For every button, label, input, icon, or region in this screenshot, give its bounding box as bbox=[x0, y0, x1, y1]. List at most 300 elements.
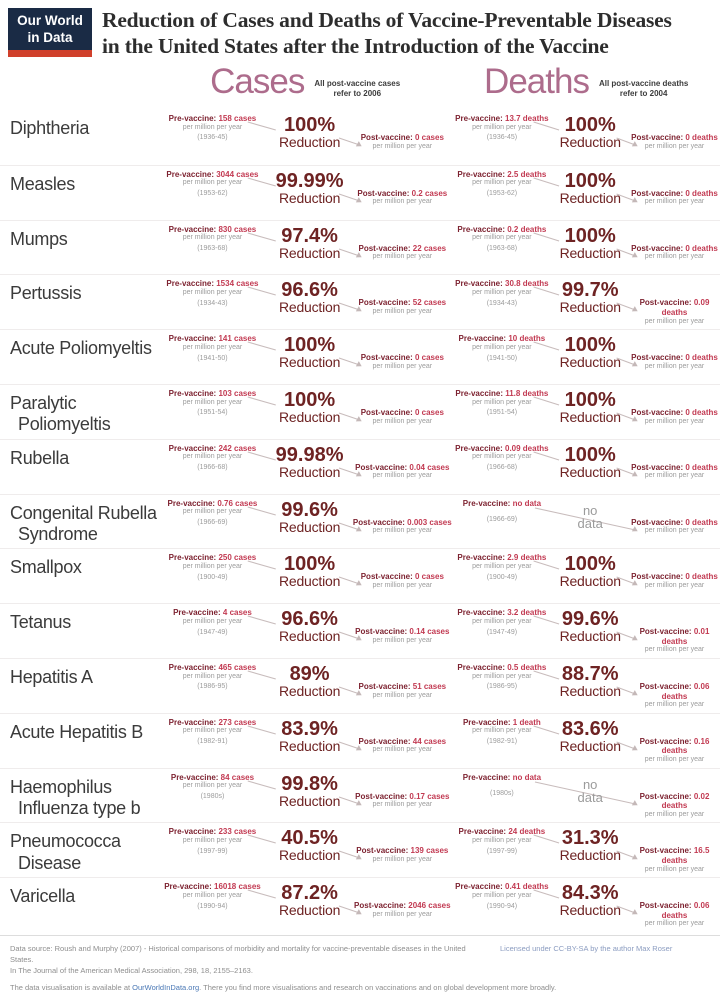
per-million-label: per million per year bbox=[644, 581, 705, 589]
post-vaccine-label: Post-vaccine: bbox=[352, 517, 405, 527]
post-vaccine-line bbox=[629, 133, 720, 143]
deaths-group bbox=[452, 714, 720, 768]
pre-vaccine-years: (1900-49) bbox=[486, 573, 518, 581]
pre-vaccine-years: (1966-69) bbox=[486, 516, 518, 524]
disease-name: Measles bbox=[10, 173, 75, 194]
pre-vaccine-line bbox=[158, 553, 267, 563]
pre-vaccine-label: Pre-vaccine: bbox=[164, 882, 212, 892]
pre-vaccine-label: Pre-vaccine: bbox=[168, 443, 217, 453]
pre-vaccine-years: (1951-54) bbox=[486, 409, 518, 417]
pre-vaccine-label: Pre-vaccine: bbox=[455, 388, 503, 398]
pre-vaccine-line bbox=[452, 279, 551, 289]
reduction-percent: 31.3% bbox=[561, 827, 619, 850]
reduction-word: Reduction bbox=[559, 354, 621, 371]
reduction-percent: 97.4% bbox=[281, 224, 338, 247]
pre-vaccine-years: (1936-45) bbox=[197, 134, 228, 142]
post-vaccine-value: 0.01 deaths bbox=[661, 627, 710, 646]
post-vaccine-line bbox=[629, 627, 720, 646]
disease-row bbox=[0, 274, 720, 329]
pre-vaccine-block bbox=[158, 823, 267, 877]
pre-vaccine-block bbox=[158, 769, 267, 823]
pre-vaccine-years: (1980s) bbox=[200, 792, 225, 800]
no-data-label: no data bbox=[577, 776, 603, 806]
pre-vaccine-block bbox=[158, 110, 267, 165]
reduction-percent: 99.98% bbox=[275, 443, 344, 466]
post-vaccine-block bbox=[352, 604, 452, 658]
deaths-header-label: Deaths bbox=[484, 62, 589, 101]
disease-row bbox=[0, 220, 720, 275]
pre-vaccine-label: Pre-vaccine: bbox=[462, 717, 511, 727]
post-vaccine-line bbox=[352, 518, 452, 528]
disease-row bbox=[0, 110, 720, 165]
post-vaccine-line bbox=[352, 901, 452, 911]
license-text: Licensed under CC-BY-SA by the author Max Roser bbox=[500, 943, 673, 953]
post-vaccine-label: Post-vaccine: bbox=[639, 846, 692, 856]
header bbox=[0, 0, 720, 62]
deaths-group bbox=[452, 823, 720, 877]
post-vaccine-block bbox=[629, 221, 720, 275]
per-million-label: per million per year bbox=[372, 307, 433, 315]
data-source-text bbox=[10, 943, 475, 977]
pre-vaccine-block bbox=[158, 604, 267, 658]
post-vaccine-block bbox=[629, 330, 720, 384]
reduction-word: Reduction bbox=[559, 737, 621, 754]
pre-vaccine-line bbox=[158, 279, 267, 289]
disease-row bbox=[0, 768, 720, 823]
pre-vaccine-block bbox=[452, 659, 551, 713]
pre-vaccine-years: (1963-68) bbox=[197, 244, 228, 252]
pre-vaccine-value: 233 cases bbox=[216, 827, 257, 837]
reduction-block bbox=[551, 878, 629, 932]
reduction-percent: 100% bbox=[564, 169, 616, 192]
reduction-percent: 89% bbox=[289, 662, 330, 685]
deaths-header-note bbox=[599, 79, 688, 99]
per-million-label: per million per year bbox=[372, 636, 433, 644]
pre-vaccine-value: 3.2 deaths bbox=[505, 608, 547, 618]
reduction-block bbox=[551, 330, 629, 384]
disease-name: Smallpox bbox=[10, 557, 82, 578]
reduction-word: Reduction bbox=[278, 628, 341, 645]
cases-group bbox=[158, 495, 452, 549]
reduction-block bbox=[267, 823, 352, 877]
reduction-percent: 100% bbox=[564, 334, 616, 357]
post-vaccine-label: Post-vaccine: bbox=[355, 791, 408, 801]
per-million-label: per million per year bbox=[372, 253, 433, 261]
pre-vaccine-label: Pre-vaccine: bbox=[457, 553, 505, 563]
pre-vaccine-line bbox=[158, 773, 267, 783]
pre-vaccine-years: (1934-43) bbox=[486, 299, 518, 307]
post-vaccine-line bbox=[352, 189, 452, 199]
post-vaccine-label: Post-vaccine: bbox=[639, 298, 692, 308]
pre-vaccine-label: Pre-vaccine: bbox=[168, 553, 217, 563]
post-vaccine-label: Post-vaccine: bbox=[631, 188, 684, 198]
cases-note-line2: refer to 2006 bbox=[333, 89, 382, 98]
disease-name: Acute Hepatitis B bbox=[10, 721, 143, 742]
reduction-block bbox=[551, 549, 629, 603]
pre-vaccine-label: Pre-vaccine: bbox=[455, 114, 503, 123]
reduction-block bbox=[551, 714, 629, 768]
reduction-word: Reduction bbox=[278, 354, 341, 371]
post-vaccine-block bbox=[629, 823, 720, 877]
reduction-percent: 100% bbox=[564, 388, 616, 411]
column-header-spacer bbox=[0, 64, 158, 110]
post-vaccine-value: 0 cases bbox=[412, 572, 444, 582]
title-line2: in the United States after the Introduction of the Vaccine bbox=[102, 33, 609, 58]
per-million-label: per million per year bbox=[182, 508, 243, 516]
reduction-word: Reduction bbox=[278, 792, 341, 809]
per-million-label: per million per year bbox=[644, 701, 705, 709]
per-million-label: per million per year bbox=[644, 472, 705, 480]
reduction-percent: 100% bbox=[284, 334, 336, 357]
pre-vaccine-value: 4 cases bbox=[220, 608, 252, 618]
deaths-column-header bbox=[452, 64, 720, 110]
per-million-label: per million per year bbox=[472, 562, 532, 570]
per-million-label: per million per year bbox=[372, 198, 433, 206]
pre-vaccine-value: 250 cases bbox=[216, 553, 257, 563]
pre-vaccine-line bbox=[452, 718, 551, 728]
pre-vaccine-label: Pre-vaccine: bbox=[166, 279, 214, 289]
post-vaccine-block bbox=[629, 714, 720, 768]
pre-vaccine-label: Pre-vaccine: bbox=[168, 662, 217, 672]
per-million-label: per million per year bbox=[472, 234, 532, 242]
cases-group bbox=[158, 275, 452, 329]
cases-column-header bbox=[158, 64, 452, 110]
reduction-percent: 99.6% bbox=[561, 608, 619, 631]
pre-vaccine-label: Pre-vaccine: bbox=[170, 772, 219, 782]
post-vaccine-value: 0.16 deaths bbox=[661, 736, 710, 756]
reduction-block bbox=[267, 769, 352, 823]
post-vaccine-line bbox=[352, 298, 452, 308]
pre-vaccine-label: Pre-vaccine: bbox=[168, 334, 217, 344]
deaths-group bbox=[452, 495, 720, 549]
post-vaccine-line bbox=[352, 408, 452, 418]
disease-name: Diphtheria bbox=[10, 118, 90, 138]
cases-group bbox=[158, 769, 452, 823]
pre-vaccine-value: 10 deaths bbox=[506, 334, 546, 344]
per-million-label: per million per year bbox=[644, 253, 705, 261]
pre-vaccine-line bbox=[452, 225, 551, 235]
post-vaccine-value: 0.04 cases bbox=[407, 462, 450, 472]
disease-name: Rubella bbox=[10, 447, 69, 468]
reduction-block bbox=[551, 110, 629, 165]
post-vaccine-value: 0.14 cases bbox=[407, 627, 450, 637]
deaths-group bbox=[452, 110, 720, 165]
pre-vaccine-value: 1 death bbox=[510, 717, 541, 727]
cases-group bbox=[158, 385, 452, 439]
pre-vaccine-value: 830 cases bbox=[216, 224, 257, 234]
pre-vaccine-years: (1997-99) bbox=[197, 847, 228, 855]
reduction-percent: 83.6% bbox=[561, 717, 619, 740]
pre-vaccine-value: 30.8 deaths bbox=[502, 279, 549, 289]
pre-vaccine-line bbox=[452, 499, 551, 509]
pre-vaccine-line bbox=[158, 827, 267, 837]
pre-vaccine-years: (1997-99) bbox=[486, 847, 518, 855]
pre-vaccine-label: Pre-vaccine: bbox=[458, 334, 507, 344]
deaths-group bbox=[452, 385, 720, 439]
disease-table bbox=[0, 110, 720, 932]
disease-row bbox=[0, 658, 720, 713]
pre-vaccine-years: (1966-68) bbox=[486, 464, 518, 472]
per-million-label: per million per year bbox=[372, 581, 433, 589]
pre-vaccine-years: (1986-95) bbox=[197, 683, 228, 691]
post-vaccine-value: 0 cases bbox=[412, 407, 444, 417]
post-vaccine-line bbox=[352, 133, 452, 143]
pre-vaccine-line bbox=[452, 773, 551, 783]
post-vaccine-line bbox=[352, 353, 452, 363]
reduction-word: Reduction bbox=[278, 847, 341, 864]
reduction-percent: 100% bbox=[564, 553, 616, 576]
disease-row bbox=[0, 548, 720, 603]
reduction-percent: 96.6% bbox=[281, 608, 338, 631]
deaths-group bbox=[452, 604, 720, 658]
post-vaccine-block bbox=[629, 275, 720, 329]
reduction-word: Reduction bbox=[559, 573, 621, 590]
post-vaccine-label: Post-vaccine: bbox=[360, 133, 413, 142]
post-vaccine-value: 0 cases bbox=[412, 353, 444, 363]
post-vaccine-label: Post-vaccine: bbox=[639, 681, 692, 691]
post-vaccine-label: Post-vaccine: bbox=[360, 353, 413, 363]
reduction-word: Reduction bbox=[278, 244, 341, 261]
per-million-label: per million per year bbox=[472, 617, 532, 625]
per-million-label: per million per year bbox=[372, 855, 433, 863]
pre-vaccine-line bbox=[158, 718, 267, 728]
post-vaccine-block bbox=[352, 659, 452, 713]
disease-row bbox=[0, 165, 720, 220]
pre-vaccine-line bbox=[452, 444, 551, 454]
pre-vaccine-line bbox=[452, 827, 551, 837]
post-vaccine-label: Post-vaccine: bbox=[358, 681, 411, 691]
post-vaccine-value: 0 deaths bbox=[683, 133, 718, 142]
reduction-word: Reduction bbox=[278, 518, 341, 535]
reduction-word: Reduction bbox=[278, 902, 341, 919]
per-million-label: per million per year bbox=[182, 288, 243, 296]
disease-row bbox=[0, 494, 720, 549]
pre-vaccine-years: (1986-95) bbox=[486, 683, 518, 691]
cases-group bbox=[158, 714, 452, 768]
per-million-label: per million per year bbox=[644, 142, 705, 150]
pre-vaccine-years: (1982-91) bbox=[486, 738, 518, 746]
deaths-group bbox=[452, 659, 720, 713]
cases-group bbox=[158, 221, 452, 275]
pre-vaccine-block bbox=[158, 221, 267, 275]
pre-vaccine-label: Pre-vaccine: bbox=[457, 169, 505, 179]
per-million-label: per million per year bbox=[182, 453, 243, 461]
pre-vaccine-label: Pre-vaccine: bbox=[457, 608, 505, 618]
post-vaccine-label: Post-vaccine: bbox=[631, 353, 684, 363]
cases-group bbox=[158, 659, 452, 713]
post-vaccine-line bbox=[352, 572, 452, 582]
post-vaccine-block bbox=[629, 440, 720, 494]
post-vaccine-value: 0 deaths bbox=[683, 353, 718, 363]
reduction-block bbox=[551, 166, 629, 220]
reduction-word: Reduction bbox=[559, 134, 621, 150]
per-million-label: per million per year bbox=[644, 198, 705, 206]
pre-vaccine-value: no data bbox=[510, 772, 542, 782]
pre-vaccine-block bbox=[452, 878, 551, 932]
reduction-percent: 96.6% bbox=[281, 279, 338, 302]
cases-header-label: Cases bbox=[210, 62, 305, 101]
reduction-percent: 100% bbox=[564, 443, 616, 466]
per-million-label: per million per year bbox=[472, 343, 532, 351]
post-vaccine-block bbox=[352, 330, 452, 384]
pre-vaccine-block bbox=[452, 166, 551, 220]
pre-vaccine-block bbox=[452, 440, 551, 494]
pre-vaccine-label: Pre-vaccine: bbox=[168, 388, 217, 398]
reduction-word: Reduction bbox=[278, 299, 341, 316]
post-vaccine-label: Post-vaccine: bbox=[631, 462, 684, 472]
post-vaccine-block bbox=[629, 385, 720, 439]
reduction-percent: 99.6% bbox=[281, 498, 338, 521]
pre-vaccine-years: (1900-49) bbox=[197, 573, 228, 581]
deaths-note-line1: All post-vaccine deaths bbox=[598, 79, 689, 88]
post-vaccine-block bbox=[352, 495, 452, 549]
pre-vaccine-years: (1990-94) bbox=[486, 902, 518, 910]
post-vaccine-value: 0.17 cases bbox=[407, 791, 450, 801]
post-vaccine-value: 51 cases bbox=[410, 681, 447, 691]
reduction-word: Reduction bbox=[278, 189, 341, 206]
pre-vaccine-line bbox=[452, 170, 551, 180]
post-vaccine-block bbox=[629, 110, 720, 165]
pre-vaccine-years: (1982-91) bbox=[197, 738, 228, 746]
pre-vaccine-value: 103 cases bbox=[216, 388, 257, 398]
reduction-word: Reduction bbox=[559, 299, 621, 316]
reduction-percent: 83.9% bbox=[281, 717, 338, 740]
post-vaccine-line bbox=[352, 846, 452, 856]
pre-vaccine-years: (1963-68) bbox=[486, 244, 518, 252]
deaths-group bbox=[452, 549, 720, 603]
cases-group bbox=[158, 166, 452, 220]
per-million-label: per million per year bbox=[472, 288, 532, 296]
reduction-percent: 87.2% bbox=[281, 882, 338, 905]
per-million-label: per million per year bbox=[182, 562, 243, 570]
pre-vaccine-label: Pre-vaccine: bbox=[168, 827, 217, 837]
disease-row bbox=[0, 329, 720, 384]
pre-vaccine-block bbox=[452, 275, 551, 329]
cases-group bbox=[158, 440, 452, 494]
source-line2: In The Journal of the American Medical Association, 298, 18, 2155–2163. bbox=[10, 966, 253, 976]
pre-vaccine-line bbox=[452, 114, 551, 124]
post-vaccine-line bbox=[352, 682, 452, 692]
post-vaccine-label: Post-vaccine: bbox=[355, 462, 408, 472]
pre-vaccine-line bbox=[452, 882, 551, 892]
pre-vaccine-value: 242 cases bbox=[216, 443, 257, 453]
disease-name: Hepatitis A bbox=[10, 666, 93, 687]
pre-vaccine-label: Pre-vaccine: bbox=[168, 717, 217, 727]
disease-row bbox=[0, 822, 720, 877]
cases-group bbox=[158, 878, 452, 932]
reduction-block bbox=[267, 110, 352, 165]
per-million-label: per million per year bbox=[472, 398, 532, 406]
deaths-note-line2: refer to 2004 bbox=[619, 89, 668, 98]
reduction-block bbox=[551, 823, 629, 877]
per-million-label: per million per year bbox=[372, 910, 433, 918]
disease-row bbox=[0, 713, 720, 768]
post-vaccine-line bbox=[352, 737, 452, 747]
per-million-label: per million per year bbox=[472, 836, 532, 844]
reduction-block bbox=[267, 878, 352, 932]
pre-vaccine-line bbox=[452, 553, 551, 563]
post-vaccine-label: Post-vaccine: bbox=[356, 846, 409, 856]
post-vaccine-value: 0 deaths bbox=[683, 517, 718, 527]
deaths-group bbox=[452, 330, 720, 384]
owid-logo bbox=[8, 8, 92, 57]
pre-vaccine-value: 0.41 deaths bbox=[502, 882, 549, 892]
per-million-label: per million per year bbox=[644, 417, 705, 425]
post-vaccine-label: Post-vaccine: bbox=[358, 736, 411, 746]
post-vaccine-value: 0.06 deaths bbox=[661, 901, 710, 920]
pre-vaccine-value: 1534 cases bbox=[214, 279, 259, 289]
pre-vaccine-years: (1966-68) bbox=[197, 464, 228, 472]
reduction-block bbox=[267, 659, 352, 713]
pre-vaccine-block bbox=[158, 714, 267, 768]
post-vaccine-label: Post-vaccine: bbox=[358, 243, 411, 253]
post-vaccine-block bbox=[352, 549, 452, 603]
pre-vaccine-years: (1936-45) bbox=[486, 134, 518, 142]
post-vaccine-line bbox=[629, 682, 720, 701]
per-million-label: per million per year bbox=[644, 755, 705, 763]
per-million-label: per million per year bbox=[472, 123, 532, 131]
source-line1: Data source: Roush and Murphy (2007) - Historical comparisons of morbidity and mortality for vaccine-preventable diseases in the United States. bbox=[10, 943, 466, 965]
per-million-label: per million per year bbox=[182, 891, 243, 899]
pre-vaccine-value: 16018 cases bbox=[211, 882, 261, 892]
post-vaccine-value: 0 deaths bbox=[683, 572, 718, 582]
per-million-label: per million per year bbox=[644, 317, 705, 325]
pre-vaccine-line bbox=[452, 389, 551, 399]
post-vaccine-block bbox=[352, 110, 452, 165]
reduction-percent: 100% bbox=[564, 224, 616, 247]
pre-vaccine-years: (1934-43) bbox=[197, 299, 228, 307]
pre-vaccine-value: 84 cases bbox=[218, 772, 255, 782]
post-vaccine-value: 2046 cases bbox=[406, 901, 451, 911]
pre-vaccine-line bbox=[452, 334, 551, 344]
post-vaccine-line bbox=[352, 792, 452, 802]
post-vaccine-label: Post-vaccine: bbox=[639, 736, 692, 746]
reduction-percent: 84.3% bbox=[561, 882, 619, 905]
pre-vaccine-value: 2.9 deaths bbox=[505, 553, 547, 563]
post-vaccine-value: 16.5 deaths bbox=[661, 846, 710, 865]
pre-vaccine-label: Pre-vaccine: bbox=[457, 224, 505, 234]
post-vaccine-label: Post-vaccine: bbox=[354, 901, 407, 911]
post-vaccine-line bbox=[629, 792, 720, 811]
post-vaccine-line bbox=[352, 244, 452, 254]
cases-header-note bbox=[314, 79, 400, 99]
pre-vaccine-label: Pre-vaccine: bbox=[167, 498, 216, 508]
post-vaccine-label: Post-vaccine: bbox=[355, 627, 408, 637]
reduction-word: Reduction bbox=[559, 847, 621, 864]
reduction-word: Reduction bbox=[559, 463, 621, 480]
pre-vaccine-value: 3044 cases bbox=[214, 169, 259, 179]
pre-vaccine-years: (1990-94) bbox=[197, 902, 228, 910]
post-vaccine-line bbox=[629, 298, 720, 317]
post-vaccine-value: 0.02 deaths bbox=[661, 791, 710, 811]
reduction-word: Reduction bbox=[278, 737, 341, 754]
deaths-group bbox=[452, 769, 720, 823]
per-million-label: per million per year bbox=[644, 865, 705, 873]
reduction-percent: 99.7% bbox=[561, 279, 619, 302]
per-million-label: per million per year bbox=[372, 691, 433, 699]
reduction-word: Reduction bbox=[559, 244, 621, 261]
post-vaccine-block bbox=[629, 769, 720, 823]
disease-name: Haemophilus Influenza type b bbox=[10, 776, 141, 818]
pre-vaccine-block bbox=[158, 330, 267, 384]
post-vaccine-label: Post-vaccine: bbox=[631, 572, 684, 582]
post-vaccine-label: Post-vaccine: bbox=[360, 407, 413, 417]
no-data-label: no data bbox=[577, 502, 603, 532]
pre-vaccine-block bbox=[452, 221, 551, 275]
pre-vaccine-value: 0.76 cases bbox=[215, 498, 258, 508]
reduction-block bbox=[267, 166, 352, 220]
owid-link[interactable]: OurWorldInData.org bbox=[132, 982, 200, 992]
